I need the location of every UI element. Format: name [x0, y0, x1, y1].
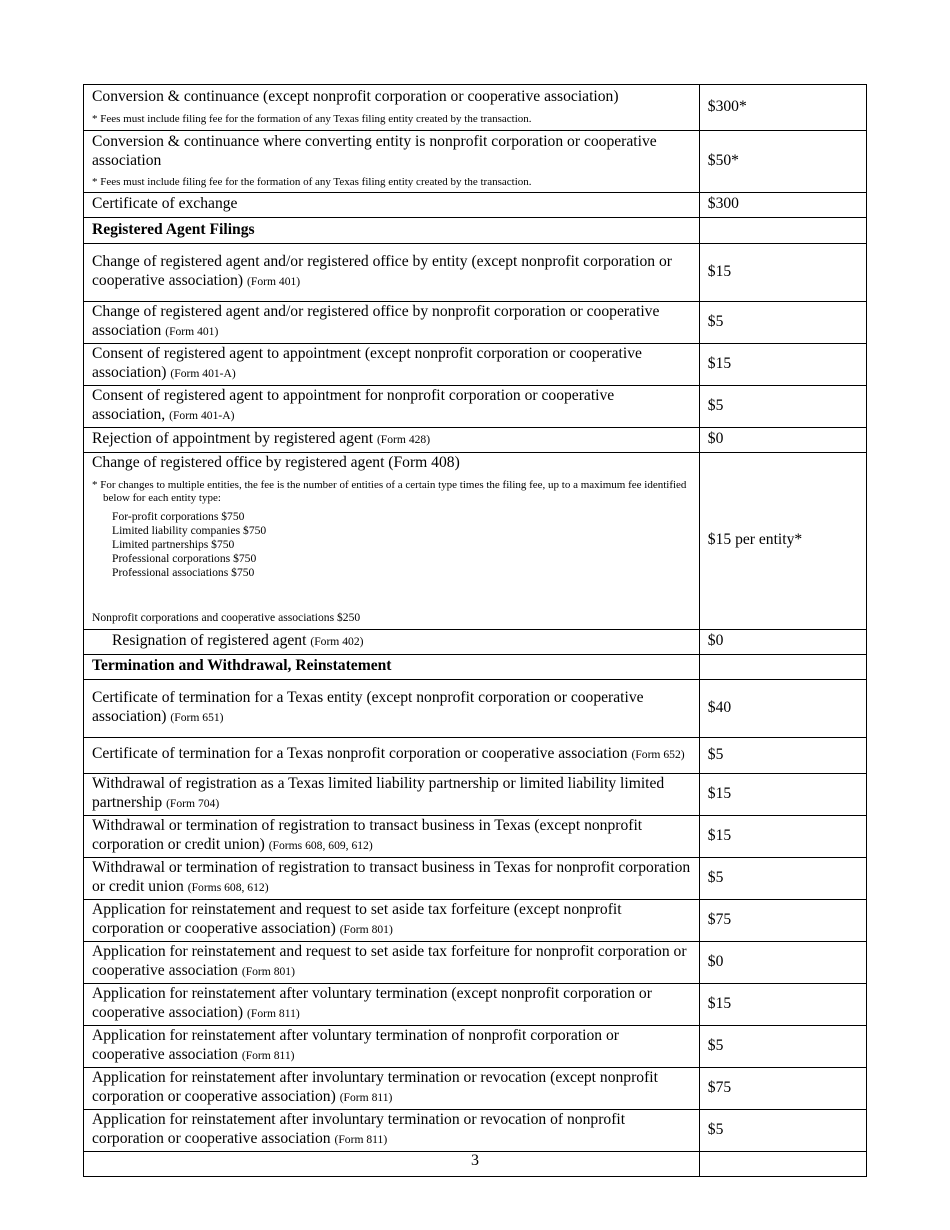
description-cell — [84, 131, 700, 193]
form-number: (Form 811) — [247, 1006, 300, 1020]
fee-cell — [699, 428, 866, 453]
description-cell — [84, 680, 700, 738]
filing-description: Application for reinstatement and request to set aside tax forfeiture for nonprofit corporation or cooperative association — [92, 943, 687, 979]
fee-row — [84, 344, 867, 386]
description-cell — [84, 1026, 700, 1068]
description-cell — [84, 344, 700, 386]
filing-description: Application for reinstatement after involuntary termination or revocation of nonprofit corporation or cooperative association — [92, 1111, 626, 1147]
form-number: (Form 401) — [165, 324, 219, 338]
fee-row — [84, 453, 867, 630]
fee-schedule-table — [83, 84, 867, 1177]
fee-row — [84, 131, 867, 193]
fee-amount: $0 — [707, 632, 724, 650]
description-cell — [84, 244, 700, 302]
fee-amount: $15 — [707, 354, 732, 372]
fee-row — [84, 984, 867, 1026]
fee-cell — [699, 858, 866, 900]
fee-row — [84, 244, 867, 302]
form-number: (Form 428) — [376, 432, 431, 446]
fee-amount: $5 — [707, 1036, 724, 1054]
filing-description: Certificate of termination for a Texas nonprofit corporation or cooperative association — [92, 745, 628, 763]
form-number: (Form 801) — [339, 922, 393, 936]
fee-amount: $5 — [707, 745, 724, 763]
filing-description: Consent of registered agent to appointment for nonprofit corporation or cooperative association, — [92, 387, 615, 423]
description-cell — [84, 453, 700, 630]
filing-description: Withdrawal of registration as a Texas limited liability partnership or limited liability limited partnership — [92, 775, 665, 811]
filing-description: Application for reinstatement and request to set aside tax forfeiture (except nonprofit corporation or cooperative association) — [92, 901, 622, 937]
description-cell — [84, 942, 700, 984]
filing-description: Application for reinstatement after voluntary termination (except nonprofit corporation or cooperative association) — [92, 985, 652, 1021]
fee-row — [84, 193, 867, 218]
fee-cell — [699, 218, 866, 244]
description-cell — [84, 816, 700, 858]
filing-description: Resignation of registered agent — [112, 631, 307, 649]
description-cell — [84, 774, 700, 816]
fee-footnote: * For changes to multiple entities, the fee is the number of entities of a certain type times the filing fee, up to a maximum fee identified below for each entity type: — [92, 478, 687, 504]
description-cell — [84, 386, 700, 428]
fee-cell — [699, 131, 866, 193]
fee-cell — [699, 244, 866, 302]
description-cell — [84, 193, 700, 218]
fee-amount: $75 — [707, 910, 732, 928]
fee-amount: $15 — [707, 262, 732, 280]
form-number: (Form 652) — [631, 748, 685, 762]
filing-description: Certificate of termination for a Texas entity (except nonprofit corporation or cooperative association) — [92, 689, 644, 725]
fee-cell — [699, 900, 866, 942]
fee-row — [84, 1068, 867, 1110]
fee-row — [84, 738, 867, 774]
filing-description: Conversion & continuance (except nonprofit corporation or cooperative association) — [92, 88, 619, 106]
fee-amount: $15 — [707, 826, 732, 844]
fee-row — [84, 630, 867, 655]
fee-cell — [699, 984, 866, 1026]
form-number: (Form 651) — [170, 710, 224, 724]
fee-amount: $0 — [707, 430, 724, 448]
fee-amount: $50* — [707, 151, 739, 169]
fee-row — [84, 942, 867, 984]
fee-amount: $5 — [707, 312, 724, 330]
fee-cell — [699, 1068, 866, 1110]
fee-cell — [699, 942, 866, 984]
fee-footnote: * Fees must include filing fee for the formation of any Texas filing entity created by the transaction. — [92, 176, 532, 188]
description-cell — [84, 630, 700, 655]
form-number: (Form 811) — [334, 1132, 388, 1146]
fee-row — [84, 858, 867, 900]
fee-row — [84, 900, 867, 942]
fee-amount: $15 per entity* — [707, 531, 803, 549]
fee-cell — [699, 1110, 866, 1152]
fee-amount: $300* — [707, 97, 747, 115]
filing-description: Conversion & continuance where converting entity is nonprofit corporation or cooperative association — [92, 133, 657, 169]
fee-amount: $15 — [707, 994, 732, 1012]
indented-entry — [92, 632, 363, 652]
form-number: (Form 402) — [310, 634, 364, 648]
description-cell — [84, 428, 700, 453]
max-fee-item: Professional corporations $750 — [112, 552, 257, 566]
description-cell — [84, 858, 700, 900]
fee-row — [84, 816, 867, 858]
section-heading: Termination and Withdrawal, Reinstatement — [92, 657, 392, 675]
fee-row — [84, 428, 867, 453]
fee-amount: $15 — [707, 784, 732, 802]
fee-amount: $40 — [707, 698, 732, 716]
fee-cell — [699, 774, 866, 816]
max-fee-item: Limited partnerships $750 — [112, 537, 235, 551]
description-cell — [84, 900, 700, 942]
filing-description: Change of registered agent and/or registered office by entity (except nonprofit corporation or cooperative association) — [92, 253, 672, 289]
fee-row — [84, 774, 867, 816]
section-heading: Registered Agent Filings — [92, 220, 255, 238]
fee-cell — [699, 1026, 866, 1068]
description-cell — [84, 218, 700, 244]
page-number: 3 — [471, 1152, 479, 1169]
fee-cell — [699, 738, 866, 774]
fee-footnote: * Fees must include filing fee for the formation of any Texas filing entity created by the transaction. — [92, 112, 532, 125]
fee-amount: $300 — [707, 195, 739, 213]
fee-cell — [699, 344, 866, 386]
section-heading-row — [84, 218, 867, 244]
description-cell — [84, 655, 700, 680]
form-number: (Form 811) — [339, 1090, 393, 1104]
filing-description: Application for reinstatement after voluntary termination of nonprofit corporation or cooperative association — [92, 1027, 619, 1063]
form-number: (Form 401-A) — [170, 366, 236, 380]
fee-amount: $5 — [707, 1120, 724, 1138]
form-number: (Form 801) — [241, 964, 295, 978]
filing-description: Withdrawal or termination of registration to transact business in Texas (except nonprofit corporation or credit union) — [92, 817, 643, 853]
description-cell — [84, 302, 700, 344]
fee-row — [84, 1026, 867, 1068]
max-fee-item: Professional associations $750 — [112, 566, 255, 580]
fee-cell — [699, 630, 866, 655]
filing-description: Withdrawal or termination of registration to transact business in Texas for nonprofit corporation or credit union — [92, 859, 691, 895]
description-cell — [84, 1068, 700, 1110]
description-cell — [84, 738, 700, 774]
fee-cell — [699, 302, 866, 344]
fee-cell — [699, 816, 866, 858]
fee-cell — [699, 655, 866, 680]
section-heading-row — [84, 655, 867, 680]
description-cell — [84, 1110, 700, 1152]
fee-amount: $5 — [707, 396, 724, 414]
fee-cell — [699, 193, 866, 218]
filing-description: Consent of registered agent to appointment (except nonprofit corporation or cooperative association) — [92, 345, 642, 381]
form-number: (Forms 608, 609, 612) — [268, 838, 373, 852]
fee-cell — [699, 85, 866, 131]
nonprofit-max-fee: Nonprofit corporations and cooperative associations $250 — [92, 610, 361, 624]
fee-cell — [699, 680, 866, 738]
max-fee-item: Limited liability companies $750 — [112, 523, 267, 537]
filing-description: Rejection of appointment by registered agent — [92, 429, 374, 447]
fee-table-body — [84, 85, 867, 1177]
fee-row — [84, 302, 867, 344]
description-cell — [84, 984, 700, 1026]
fee-amount: $0 — [707, 952, 724, 970]
max-fee-list — [92, 510, 691, 581]
description-cell — [84, 85, 700, 131]
fee-row — [84, 386, 867, 428]
filing-description: Change of registered office by registered agent (Form 408) — [92, 454, 460, 471]
form-number: (Form 811) — [241, 1048, 295, 1062]
fee-row — [84, 1110, 867, 1152]
form-number: (Form 401-A) — [169, 408, 235, 422]
fee-cell — [699, 386, 866, 428]
fee-row — [84, 680, 867, 738]
fee-row — [84, 85, 867, 131]
fee-amount: $5 — [707, 868, 724, 886]
filing-description: Change of registered agent and/or registered office by nonprofit corporation or cooperative association — [92, 303, 660, 339]
fee-amount: $75 — [707, 1078, 732, 1096]
filing-description: Application for reinstatement after involuntary termination or revocation (except nonprofit corporation or cooperative association) — [92, 1069, 658, 1105]
form-number: (Form 704) — [166, 796, 220, 810]
form-number: (Form 401) — [247, 274, 301, 288]
max-fee-item: For-profit corporations $750 — [112, 509, 245, 523]
fee-cell — [699, 453, 866, 630]
filing-description: Certificate of exchange — [92, 195, 238, 213]
form-number: (Forms 608, 612) — [187, 880, 269, 894]
